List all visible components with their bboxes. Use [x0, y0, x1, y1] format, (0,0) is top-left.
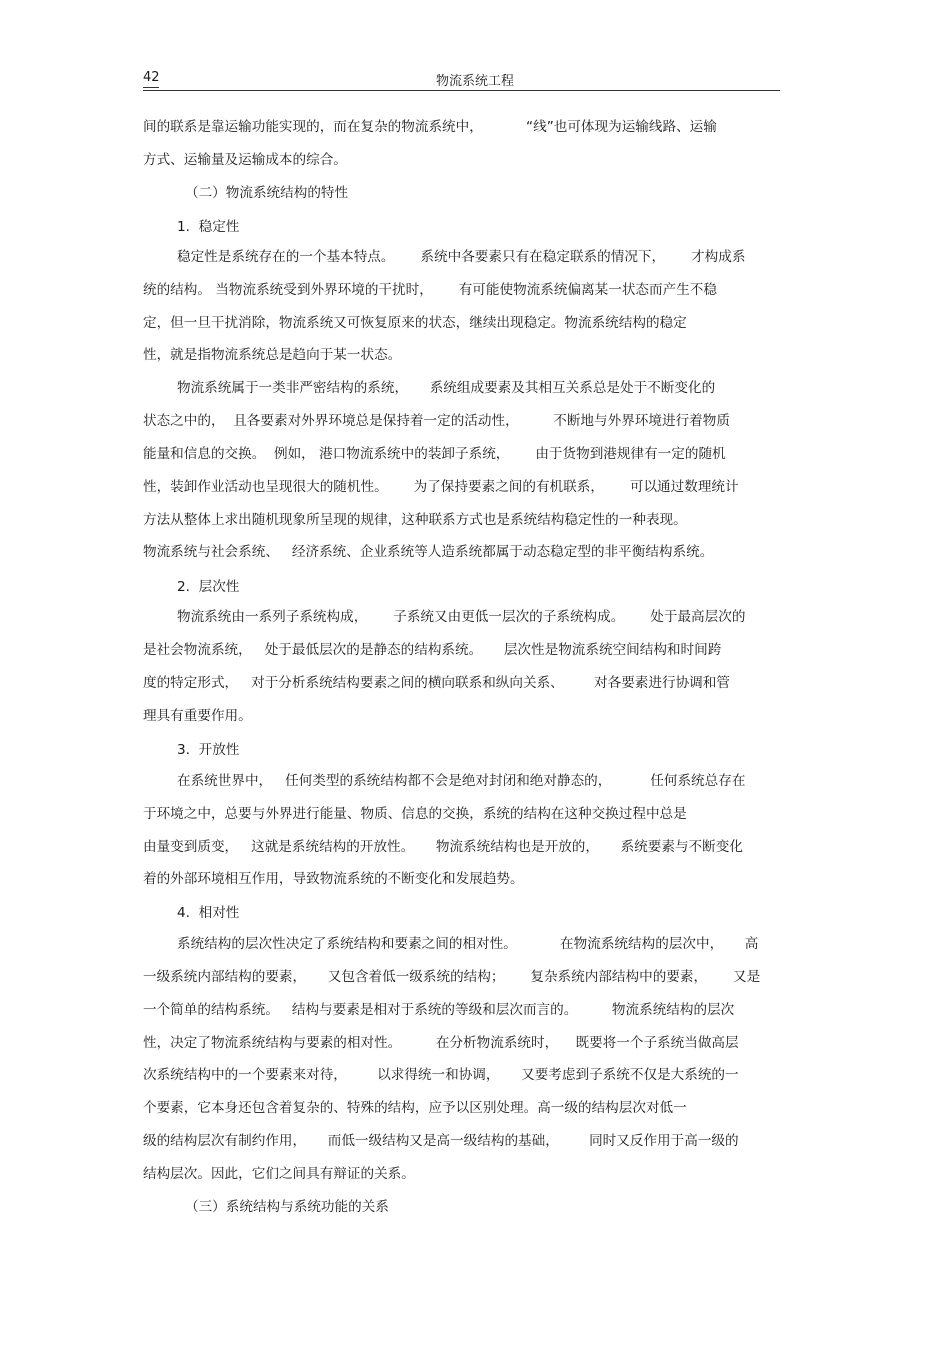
body-line: 于环境之中，总要与外界进行能量、物质、信息的交换，系统的结构在这种交换过程中总是 — [143, 806, 687, 822]
body-line: 方法从整体上求出随机现象所呈现的规律，这种联系方式也是系统结构稳定性的一种表现。 — [143, 512, 687, 528]
subsection-heading: 3. 开放性 — [177, 742, 240, 758]
body-line: 着的外部环境相互作用，导致物流系统的不断变化和发展趋势。 — [143, 871, 524, 887]
section-heading: （二）物流系统结构的特性 — [185, 185, 349, 201]
body-line: 一级系统内部结构的要素， 又包含着低一级系统的结构； 复杂系统内部结构中的要素， 又是 — [143, 969, 761, 985]
page-number: 42 — [143, 70, 160, 85]
body-line: 性，就是指物流系统总是趋向于某一状态。 — [143, 347, 402, 363]
body-line: 能量和信息的交换。 例如， 港口物流系统中的装卸子系统， 由于货物到港规律有一定的随机 — [143, 446, 726, 462]
subsection-heading: 1. 稳定性 — [177, 219, 240, 235]
body-line: 方式、运输量及运输成本的综合。 — [143, 152, 347, 168]
body-line: 个要素，它本身还包含着复杂的、特殊的结构，应予以区别处理。高一级的结构层次对低一 — [143, 1100, 687, 1116]
body-line: 稳定性是系统存在的一个基本特点。 系统中各要素只有在稳定联系的情况下， 才构成系 — [177, 249, 746, 265]
body-line: 物流系统由一系列子系统构成， 子系统又由更低一层次的子系统构成。 处于最高层次的 — [177, 609, 746, 625]
body-line: 性，装卸作业活动也呈现很大的随机性。 为了保持要素之间的有机联系， 可以通过数理统计 — [143, 479, 739, 495]
body-line: 状态之中的， 且各要素对外界环境总是保持着一定的活动性， 不断地与外界环境进行着物质 — [143, 413, 730, 429]
body-line: 在系统世界中， 任何类型的系统结构都不会是绝对封闭和绝对静态的， 任何系统总存在 — [177, 773, 746, 789]
body-line: 间的联系是靠运输功能实现的，而在复杂的物流系统中， “线”也可体现为运输线路、运输 — [143, 119, 717, 135]
body-line: 物流系统属于一类非严密结构的系统， 系统组成要素及其相互关系总是处于不断变化的 — [177, 380, 716, 396]
body-line: 级的结构层次有制约作用， 而低一级结构又是高一级结构的基础， 同时又反作用于高一级的 — [143, 1133, 739, 1149]
body-line: 系统结构的层次性决定了系统结构和要素之间的相对性。 在物流系统结构的层次中， 高 — [177, 936, 759, 952]
body-line: 一个简单的结构系统。 结构与要素是相对于系统的等级和层次而言的。 物流系统结构的层次 — [143, 1002, 735, 1018]
header-rule — [143, 90, 780, 91]
body-line: 定，但一旦干扰消除，物流系统又可恢复原来的状态，继续出现稳定。物流系统结构的稳定 — [143, 315, 687, 331]
body-line: 理具有重要作用。 — [143, 708, 252, 724]
body-line: 次系统结构中的一个要素来对待， 以求得统一和协调， 又要考虑到子系统不仅是大系统的一 — [143, 1067, 739, 1083]
body-line: 统的结构。 当物流系统受到外界环境的干扰时， 有可能使物流系统偏离某一状态而产生不稳 — [143, 282, 717, 298]
body-line: 物流系统与社会系统、 经济系统、企业系统等人造系统都属于动态稳定型的非平衡结构系统。 — [143, 544, 714, 560]
body-line: 性，决定了物流系统结构与要素的相对性。 在分析物流系统时， 既要将一个子系统当做高层 — [143, 1035, 739, 1051]
subsection-heading: 4. 相对性 — [177, 905, 240, 921]
body-line: 度的特定形式， 对于分析系统结构要素之间的横向联系和纵向关系、 对各要素进行协调和管 — [143, 675, 730, 691]
book-title: 物流系统工程 — [435, 74, 514, 89]
body-line: 由量变到质变， 这就是系统结构的开放性。 物流系统结构也是开放的， 系统要素与不断变化 — [143, 839, 743, 855]
body-line: 是社会物流系统， 处于最低层次的是静态的结构系统。 层次性是物流系统空间结构和时间跨 — [143, 642, 722, 658]
body-line: 结构层次。因此，它们之间具有辩证的关系。 — [143, 1166, 415, 1182]
section-heading: （三）系统结构与系统功能的关系 — [185, 1199, 389, 1215]
subsection-heading: 2. 层次性 — [177, 579, 240, 595]
